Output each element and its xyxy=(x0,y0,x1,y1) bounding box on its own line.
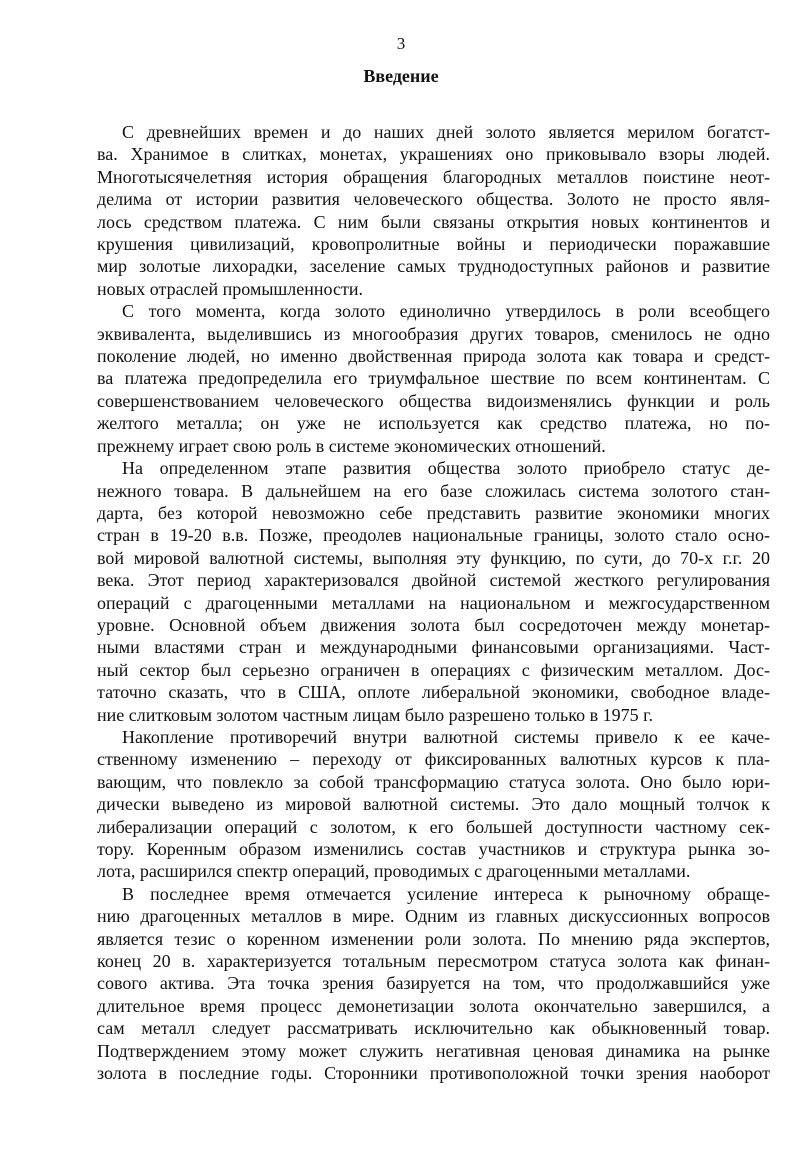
text-line: тору. Коренным образом изменились состав участников и структура рынка зо- xyxy=(97,839,770,859)
text-line: ными властями стран и международными финансовыми организациями. Част- xyxy=(97,637,770,658)
text-line: ный сектор был серьезно ограничен в операциях с физическим металлом. Дос- xyxy=(97,659,770,680)
document-body xyxy=(97,121,770,1084)
text-line: нежного товара. В дальнейшем на его базе сложилась система золотого стан- xyxy=(97,480,770,501)
text-line: лота, расширился спектр операций, проводимых с драгоценными металлами. xyxy=(97,861,691,882)
text-line: ва платежа предопределила его триумфальное шествие по всем континентам. С xyxy=(97,368,770,389)
text-line: На определенном этапе развития общества золото приобрело статус де- xyxy=(122,458,770,479)
paragraph xyxy=(97,883,770,1085)
text-line: уровне. Основной объем движения золота был сосредоточен между монетар- xyxy=(97,614,770,635)
text-line: лось средством платежа. С ним были связаны открытия новых континентов и xyxy=(97,211,770,232)
paragraph xyxy=(97,457,770,726)
text-line: сам металл следует рассматривать исключительно как обыкновенный товар. xyxy=(97,1018,770,1039)
text-line: крушения цивилизаций, кровопролитные войны и периодически поражавшие xyxy=(97,234,770,255)
text-line: эквивалента, выделившись из многообразия других товаров, сменилось не одно xyxy=(97,323,770,344)
text-line: Подтверждением этому может служить негативная ценовая динамика на рынке xyxy=(97,1040,770,1061)
text-line: ственному изменению – переходу от фиксированных валютных курсов к пла- xyxy=(97,749,770,770)
text-line: сового актива. Эта точка зрения базируется на том, что продолжавшийся уже xyxy=(97,973,770,994)
text-line: Многотысячелетняя история обращения благородных металлов поистине неот- xyxy=(97,166,770,187)
text-line: В последнее время отмечается усиление интереса к рыночному обраще- xyxy=(122,883,770,904)
text-line: века. Этот период характеризовался двойной системой жесткого регулирования xyxy=(97,570,770,591)
text-line: конец 20 в. характеризуется тотальным пересмотром статуса золота как финан- xyxy=(97,951,770,972)
page-number: 3 xyxy=(396,34,406,53)
text-line: Накопление противоречий внутри валютной системы привело к ее каче- xyxy=(122,726,770,747)
text-line: стран в 19-20 в.в. Позже, преодолев национальные границы, золото стало осно- xyxy=(97,525,770,546)
text-line: желтого металла; он уже не используется как средство платежа, но по- xyxy=(97,413,770,434)
text-line: дарта, без которой невозможно себе представить развитие экономики многих xyxy=(97,502,770,523)
paragraph xyxy=(97,300,770,457)
text-line: ние слитковым золотом частным лицам было разрешено только в 1975 г. xyxy=(97,704,653,725)
paragraph xyxy=(97,121,770,300)
text-line: новых отраслей промышленности. xyxy=(97,278,363,299)
section-title: Введение xyxy=(363,66,439,86)
text-line: мир золотые лихорадки, заселение самых труднодоступных районов и развитие xyxy=(97,256,770,277)
text-line: ва. Хранимое в слитках, монетах, украшениях оно приковывало взоры людей. xyxy=(97,144,770,165)
text-line: вой мировой валютной системы, выполняя эту функцию, по сути, до 70-х г.г. 20 xyxy=(97,547,770,568)
text-line: либерализации операций с золотом, к его большей доступности частному сек- xyxy=(97,816,770,837)
text-line: делима от истории развития человеческого общества. Золото не просто явля- xyxy=(97,189,770,210)
text-line: С древнейших времен и до наших дней золото является мерилом богатст- xyxy=(122,122,770,142)
text-line: дически выведено из мировой валютной системы. Это дало мощный толчок к xyxy=(97,794,770,815)
text-line: вающим, что повлекло за собой трансформацию статуса золота. Оно было юри- xyxy=(97,771,770,792)
text-line: длительное время процесс демонетизации золота окончательно завершился, а xyxy=(97,995,770,1016)
text-line: прежнему играет свою роль в системе экономических отношений. xyxy=(97,435,606,456)
text-line: С того момента, когда золото единолично утвердилось в роли всеобщего xyxy=(122,301,770,322)
text-line: поколение людей, но именно двойственная природа золота как товара и средст- xyxy=(97,346,770,367)
text-line: таточно сказать, что в США, оплоте либеральной экономики, свободное владе- xyxy=(97,682,770,703)
text-line: нию драгоценных металлов в мире. Одним из главных дискуссионных вопросов xyxy=(97,906,770,927)
text-line: золота в последние годы. Сторонники противоположной точки зрения наоборот xyxy=(97,1063,770,1084)
text-line: операций с драгоценными металлами на национальном и межгосударственном xyxy=(97,592,770,613)
text-line: является тезис о коренном изменении роли золота. По мнению ряда экспертов, xyxy=(97,928,770,949)
paragraph xyxy=(97,726,770,883)
text-line: совершенствованием человеческого общества видоизменялись функции и роль xyxy=(97,390,770,411)
